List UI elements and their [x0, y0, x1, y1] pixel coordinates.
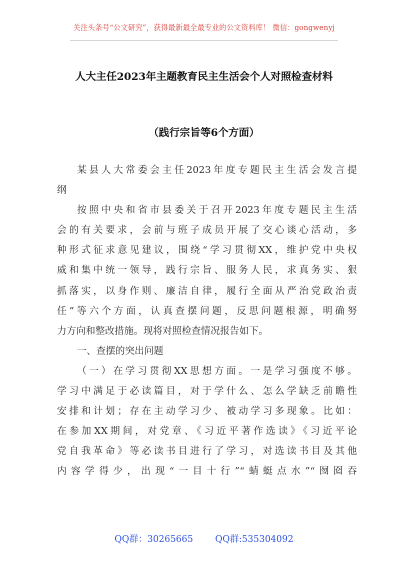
- footer-qq-group-1: QQ群：30265665: [114, 535, 194, 545]
- body-line: 会的有关要求，会前与班子成员开展了交心谈心活动，多: [57, 225, 357, 237]
- header-divider: [70, 40, 338, 41]
- body-line: 安排和计划；存在主动学习少、被动学习多现象。比如：: [57, 406, 357, 418]
- body-line: 纲: [57, 185, 67, 197]
- body-line: 力方向和整改措施。现将对照检查情况报告如下。: [57, 325, 269, 337]
- body-line: 内容学得少，出现“一目十行”“蜻蜓点水”“囫囵吞: [57, 466, 357, 478]
- body-line: 种形式征求意见建议，围绕“学习贯彻XX，维护党中央权: [57, 245, 357, 257]
- body-line: 按照中央和省市县委关于召开2023年度专题民主生活: [77, 205, 357, 217]
- body-line: 任”等六个方面，认真查摆问题，反思问题根源，明确努: [57, 305, 357, 317]
- body-line: 党自我革命》等必读书目进行了学习，对选读书目及其他: [57, 446, 357, 458]
- footer-contacts: [0, 532, 408, 545]
- body-line: 威和集中统一领导，践行宗旨、服务人民，求真务实、狠: [57, 265, 357, 277]
- body-line: （一）在学习贯彻XX思想方面。一是学习强度不够。: [77, 365, 357, 377]
- body-line: 学习中满足于必读篇目，对于学什么、怎么学缺乏前瞻性: [57, 386, 357, 398]
- document-title: 人大主任2023年主题教育民主生活会个人对照检查材料: [75, 71, 333, 83]
- body-line: 在参加XX期间，对党章、《习近平著作选读》《习近平论: [57, 426, 357, 438]
- footer-qq-group-2: QQ群:535304092: [215, 535, 294, 545]
- header-promo-note: 关注头条号“公文研究”，获得最新最全最专业的公文资料库！ 微信：gongwenyj: [73, 23, 335, 32]
- section-heading: 一、查摆的突出问题: [77, 345, 164, 357]
- body-line: 某县人大常委会主任2023年度专题民主生活会发言提: [77, 165, 357, 176]
- document-body: [57, 161, 357, 483]
- document-subtitle: （践行宗旨等6个方面）: [148, 127, 260, 139]
- body-line: 抓落实，以身作则、廉洁自律，履行全面从严治党政治责: [57, 285, 357, 297]
